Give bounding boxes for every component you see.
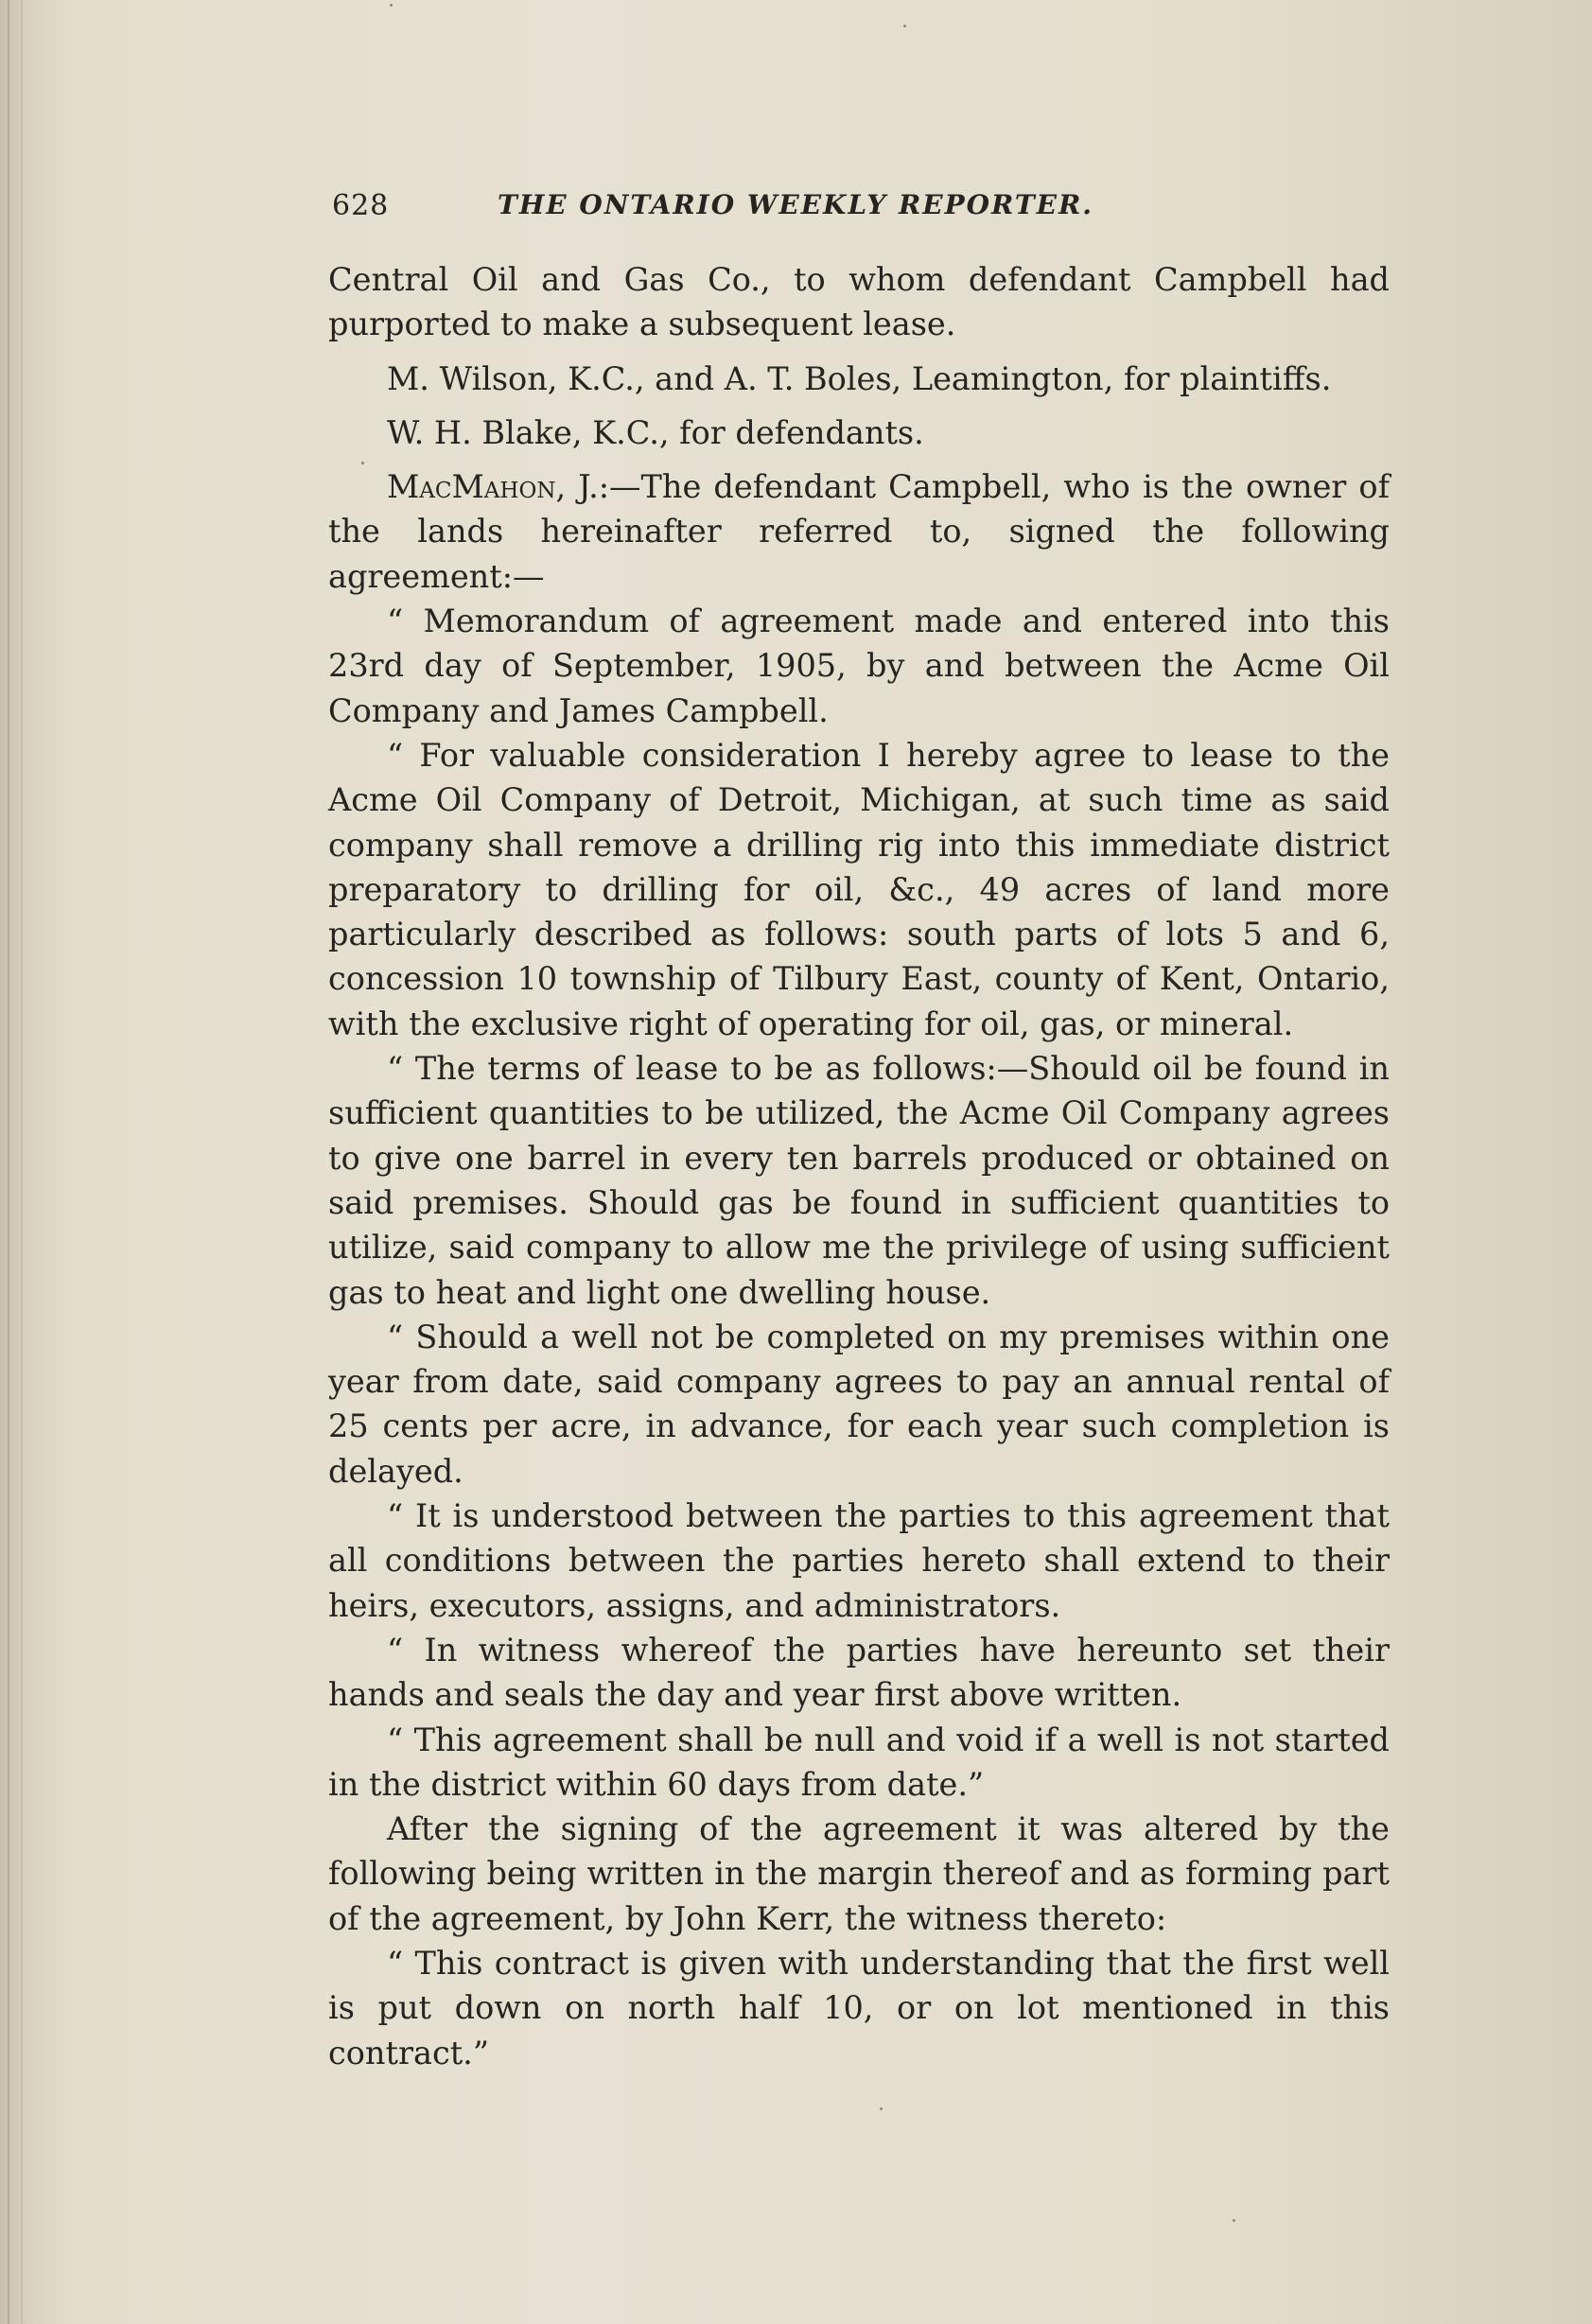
judge-name: MacMahon, J.: (387, 468, 610, 506)
paragraph (328, 464, 1390, 599)
page-header (332, 187, 1401, 229)
paper-speck (880, 2107, 883, 2110)
paper-speck (390, 4, 393, 7)
paragraph: “ It is understood between the parties to this agreement that all conditions between the parties hereto shall extend to their heirs, executors, assigns, and administrators. (328, 1497, 1390, 1624)
paragraph: W. H. Blake, K.C., for defendants. (387, 413, 924, 451)
page-number: 628 (332, 189, 390, 222)
paragraph: “ In witness whereof the parties have hereunto set their hands and seals the day and year first above written. (328, 1631, 1390, 1714)
paper-speck (1233, 2219, 1235, 2222)
paragraph: Central Oil and Gas Co., to whom defendant Campbell had purported to make a subsequent lease. (328, 261, 1390, 343)
paragraph: After the signing of the agreement it was altered by the following being written in the margin thereof and as forming part of the agreement, by John Kerr, the witness thereto: (328, 1810, 1390, 1937)
paragraph: “ Memorandum of agreement made and entered into this 23rd day of September, 1905, by and between the Acme Oil Company and James Campbell. (328, 603, 1390, 729)
paragraph: M. Wilson, K.C., and A. T. Boles, Leamington, for plaintiffs. (387, 359, 1332, 397)
paper-speck (903, 25, 906, 27)
body-text (328, 257, 1390, 2075)
paragraph: “ For valuable consideration I hereby agree to lease to the Acme Oil Company of Detroit, Michigan, at such time as said company shall remove a drilling rig into this immediate district preparatory to drilling for oil, &c., 49 acres of land more particularly described as follows: south parts of lots 5 and 6, concession 10 township of Tilbury East, county of Kent, Ontario, with the exclusive right of operating for oil, gas, or mineral. (328, 736, 1390, 1042)
paragraph: “ This agreement shall be null and void if a well is not started in the district within 60 days from date.” (328, 1721, 1390, 1803)
paragraph-text: —The defendant Campbell, who is the owner of the lands hereinafter referred to, signed the following agreement:— (328, 468, 1391, 595)
paper-speck (361, 462, 364, 464)
paragraph: “ The terms of lease to be as follows:—Should oil be found in sufficient quantities to be utilized, the Acme Oil Company agrees to give one barrel in every ten barrels produced or obtained on said premises. Should gas be found in sufficient quantities to utilize, said company to allow me the privilege of using sufficient gas to heat and light one dwelling house. (328, 1050, 1390, 1311)
paragraph: “ This contract is given with understanding that the first well is put down on north half 10, or on lot mentioned in this contract.” (328, 1944, 1390, 2071)
binding-edge-inner (21, 0, 23, 2324)
binding-edge (8, 0, 9, 2324)
paragraph: “ Should a well not be completed on my premises within one year from date, said company agrees to pay an annual rental of 25 cents per acre, in advance, for each year such completion is delayed. (328, 1318, 1390, 1490)
running-title: THE ONTARIO WEEKLY REPORTER. (498, 189, 1094, 220)
